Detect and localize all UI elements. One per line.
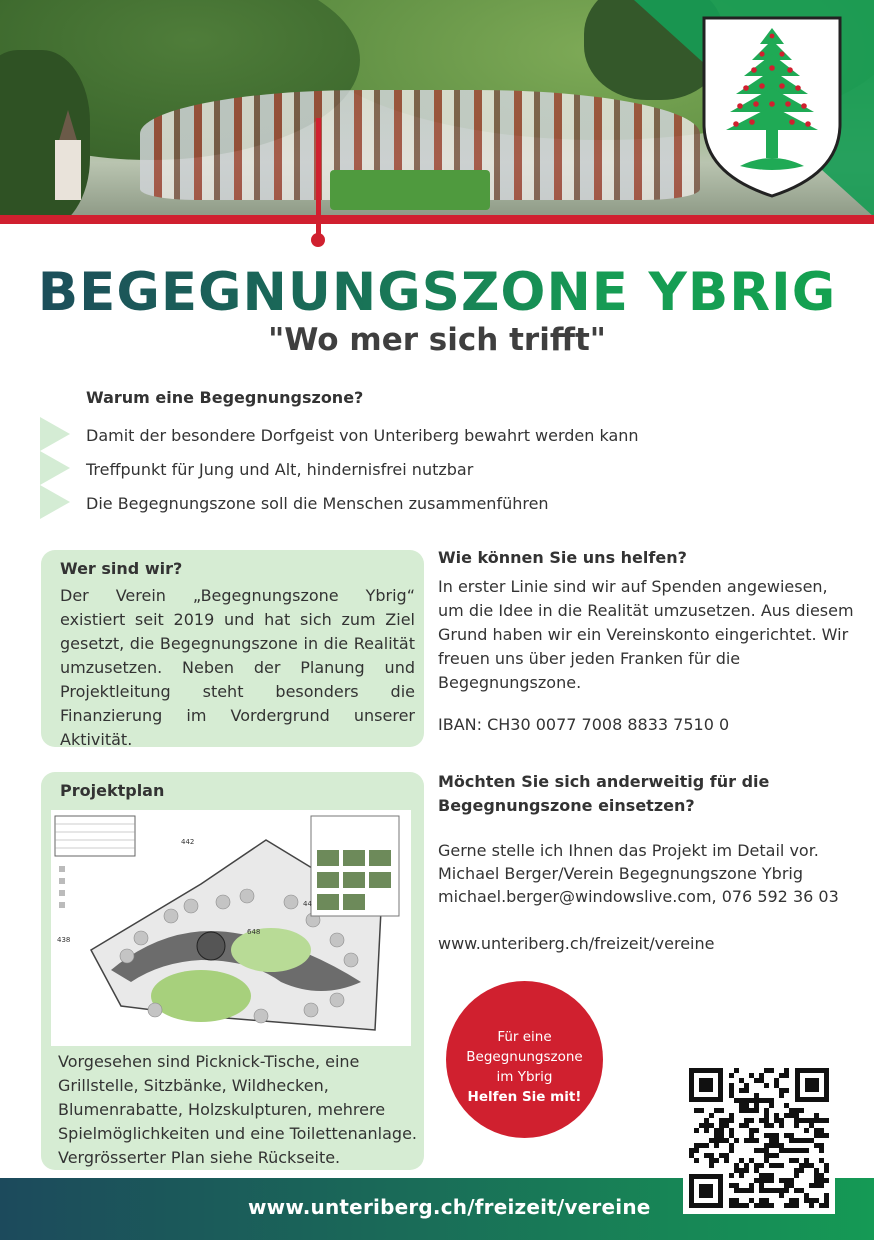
engage-contact-email-phone[interactable]: michael.berger@windowslive.com, 076 592 36 03 <box>438 887 839 906</box>
who-heading: Wer sind wir? <box>60 559 183 578</box>
project-plan-panel <box>41 772 424 1170</box>
header-red-divider <box>0 215 874 224</box>
help-text: In erster Linie sind wir auf Spenden angewiesen, um die Idee in die Realität umzusetzen. Aus diesem Grund haben wir ein Vereinskonto eingerichtet. Wir freuen uns über jeden Franken für die Begegnungszone. <box>438 577 854 692</box>
triangle-bullet-icon <box>40 417 70 451</box>
site-plan-drawing <box>51 810 411 1046</box>
list-item: Damit der besondere Dorfgeist von Unteriberg bewahrt werden kann <box>40 415 840 449</box>
engage-website-link[interactable]: www.unteriberg.ch/freizeit/vereine <box>438 934 715 953</box>
engage-heading-line2: Begegnungszone einsetzen? <box>438 796 695 815</box>
page-title: BEGEGNUNGSZONE YBRIG <box>0 262 874 323</box>
list-item: Treffpunkt für Jung und Alt, hindernisfrei nutzbar <box>40 449 840 483</box>
map-label: 438 <box>57 936 71 944</box>
help-heading: Wie können Sie uns helfen? <box>438 548 687 567</box>
engage-contact-name: Michael Berger/Verein Begegnungszone Ybrig <box>438 864 803 883</box>
map-label: 44 <box>303 900 312 908</box>
engage-line1: Gerne stelle ich Ihnen das Projekt im Detail vor. <box>438 841 819 860</box>
triangle-bullet-icon <box>40 485 70 519</box>
qr-code-icon[interactable] <box>683 1062 835 1214</box>
triangle-bullet-icon <box>40 451 70 485</box>
list-item: Die Begegnungszone soll die Menschen zusammenführen <box>40 483 840 517</box>
footer-url-link[interactable]: www.unteriberg.ch/freizeit/vereine <box>248 1195 651 1219</box>
map-label: 648 <box>247 928 261 936</box>
coat-of-arms-icon <box>700 14 844 200</box>
location-pin-dot <box>311 233 325 247</box>
location-pin-line <box>316 118 321 238</box>
who-text: Der Verein „Begegnungszone Ybrig“ existiert seit 2019 und hat sich zum Ziel gesetzt, die Begegnungszone in die Realität umzusetzen. Neben der Planung und Projektleitung steht besonders die Finanzierung im Vordergrund unserer Aktivität. <box>60 586 415 749</box>
page-subtitle: "Wo mer sich trifft" <box>268 322 606 358</box>
help-badge: Für eine Begegnungszone im Ybrig Helfen Sie mit! <box>446 981 603 1138</box>
project-plan-heading: Projektplan <box>60 781 165 800</box>
why-heading: Warum eine Begegnungszone? <box>86 388 364 407</box>
iban-text: IBAN: CH30 0077 7008 8833 7510 0 <box>438 715 730 734</box>
project-plan-text: Vorgesehen sind Picknick-Tische, eine Grillstelle, Sitzbänke, Wildhecken, Blumenrabatte, Holzskulpturen, mehrere Spielmöglichkeiten und eine Toilettenanlage. Vergrösserter Plan siehe Rückseite. <box>58 1052 418 1167</box>
why-bullet-list <box>40 415 840 517</box>
engage-heading-line1: Möchten Sie sich anderweitig für die <box>438 772 770 791</box>
who-panel <box>41 550 424 747</box>
map-label: 442 <box>181 838 195 846</box>
